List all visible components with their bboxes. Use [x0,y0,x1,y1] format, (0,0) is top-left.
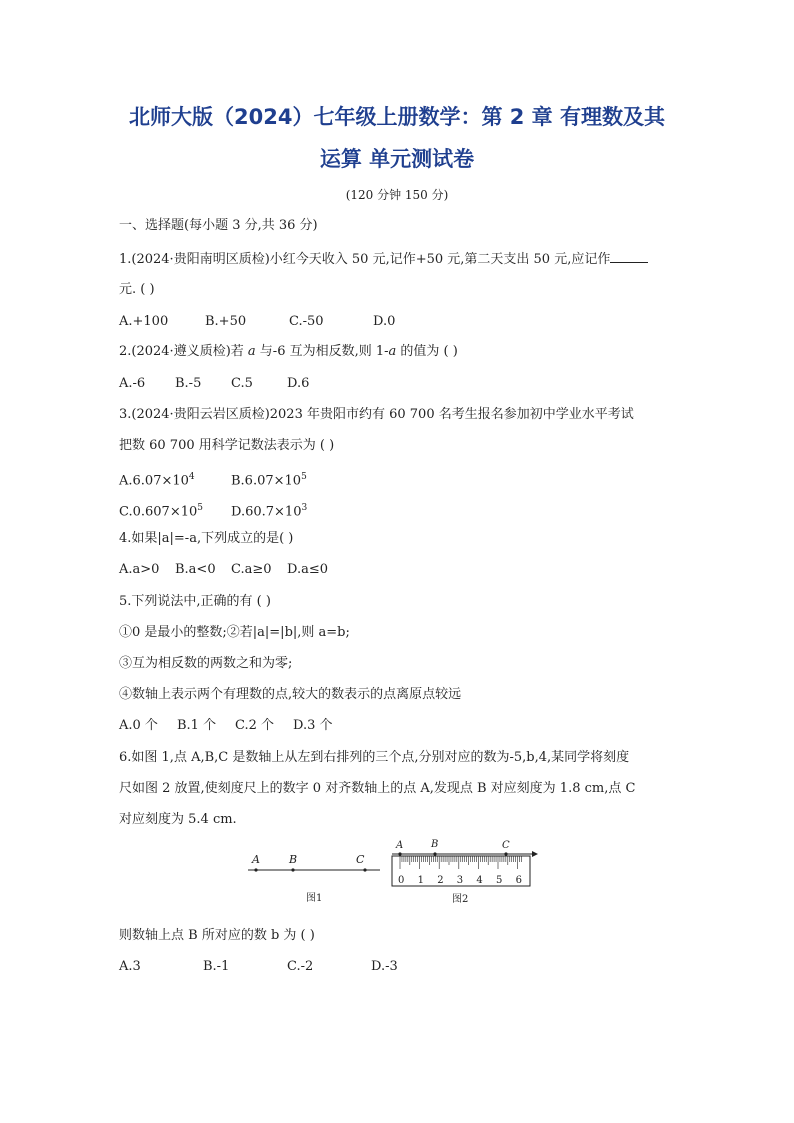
q4-option-a: A.a>0 [119,562,160,577]
q3-option-b: $B.6.07\times 10^5$ [231,472,307,489]
q5-option-a: A.0 个 [119,718,158,733]
q5-option-d: D.3 个 [293,718,333,733]
q3-stem: 3.(2024·贵阳云岩区质检)2023 年贵阳市约有 60 700 名考生报名参加初中学业水平考试 [119,407,634,422]
fig2-caption: 图2 [452,894,469,905]
fig2-label-b: B [431,839,439,850]
q3-options-cd [119,499,307,521]
q5-option-c: C.2 个 [235,718,275,733]
fig2-point-a [398,852,401,855]
ruler-num-3: 3 [456,875,464,886]
document-title [100,96,694,180]
q4-option-d: D.a≤0 [287,562,329,577]
q3-option-c: $C.0.607\times 10^5$ [119,503,204,520]
fig1-label-a: A [252,853,260,866]
q1-stem-continued: 元. ( ) [119,282,155,297]
q6-question: 则数轴上点 B 所对应的数 b 为 ( ) [119,928,315,943]
q6-option-d: D.-3 [371,959,398,974]
q1-blank [610,250,648,263]
q5-stem: 5.下列说法中,正确的有 ( ) [119,594,271,609]
q6-figure-svg [240,836,540,908]
fig1-point-c [363,868,366,871]
q4-option-c: C.a≥0 [231,562,272,577]
ruler-tick-marks [400,856,522,869]
ruler-num-1: 1 [417,875,424,886]
q2-option-d: D.6 [287,376,310,391]
q2-option-c: C.5 [231,376,253,391]
q1-options [119,313,395,331]
section-heading: 一、选择题(每小题 3 分,共 36 分) [119,218,318,233]
ruler-num-4: 4 [476,875,483,886]
q2-options [119,375,309,393]
ruler-num-0: 0 [398,875,405,886]
ruler-tick-labels [398,875,522,886]
fig1-label-c: C [356,853,365,866]
fig1-point-b [291,868,294,871]
q3-option-d: $D.60.7\times 10^3$ [231,503,308,520]
title-line-2: 运算 单元测试卷 [319,147,475,171]
q1-option-c: C.-50 [289,314,324,329]
q5-statement-1-2: ①0 是最小的整数;②若|a|=|b|,则 a=b; [119,625,350,640]
q2-option-b: B.-5 [175,376,202,391]
q6-line-2: 尺如图 2 放置,使刻度尺上的数字 0 对齐数轴上的点 A,发现点 B 对应刻度为 1.8 cm,点 C [119,781,636,796]
fig1-point-a [254,868,257,871]
ruler-num-6: 6 [515,875,522,886]
q4-stem: 4.如果|a|=-a,下列成立的是( ) [119,531,294,546]
q3-options-ab [119,468,307,490]
q6-option-a: A.3 [119,959,141,974]
q5-options [119,717,333,735]
ruler-num-5: 5 [496,875,503,886]
q5-option-b: B.1 个 [177,718,217,733]
fig2-point-c [504,852,507,855]
q6-figures [240,836,540,912]
q6-options [119,958,398,976]
ruler-num-2: 2 [437,875,444,886]
q4-options [119,561,328,579]
q1-option-b: B.+50 [205,314,247,329]
q3-stem-continued: 把数 60 700 用科学记数法表示为 ( ) [119,438,335,453]
q1-stem: 1.(2024·贵阳南明区质检)小红今天收入 50 元,记作+50 元,第二天支出 50 元,应记作 [119,250,648,269]
q2-option-a: A.-6 [119,376,146,391]
q1-option-d: D.0 [373,314,396,329]
q3-option-a: $A.6.07\times 10^4$ [119,472,195,489]
q1-option-a: A.+100 [119,314,169,329]
q6-option-b: B.-1 [203,959,230,974]
fig1-caption: 图1 [306,893,323,904]
q6-line-1: 6.如图 1,点 A,B,C 是数轴上从左到右排列的三个点,分别对应的数为-5,b,4,某同学将刻度 [119,750,630,765]
q4-option-b: B.a<0 [175,562,216,577]
exam-duration-score: (120 分钟 150 分) [345,188,449,202]
fig2-label-c: C [502,840,510,851]
q2-stem: 2.(2024·遵义质检)若 a 与-6 互为相反数,则 1-a 的值为 ( ) [119,344,458,359]
fig1-label-b: B [289,853,298,866]
title-line-1: 北师大版（2024）七年级上册数学：第 2 章 有理数及其 [129,105,665,129]
fig2-arrow-icon [532,851,538,857]
q5-statement-3: ③互为相反数的两数之和为零; [119,656,293,671]
q6-option-c: C.-2 [287,959,314,974]
fig2-point-b [433,852,436,855]
fig2-label-a: A [396,840,404,851]
q6-line-3: 对应刻度为 5.4 cm. [119,812,237,827]
q5-statement-4: ④数轴上表示两个有理数的点,较大的数表示的点离原点较远 [119,687,462,702]
